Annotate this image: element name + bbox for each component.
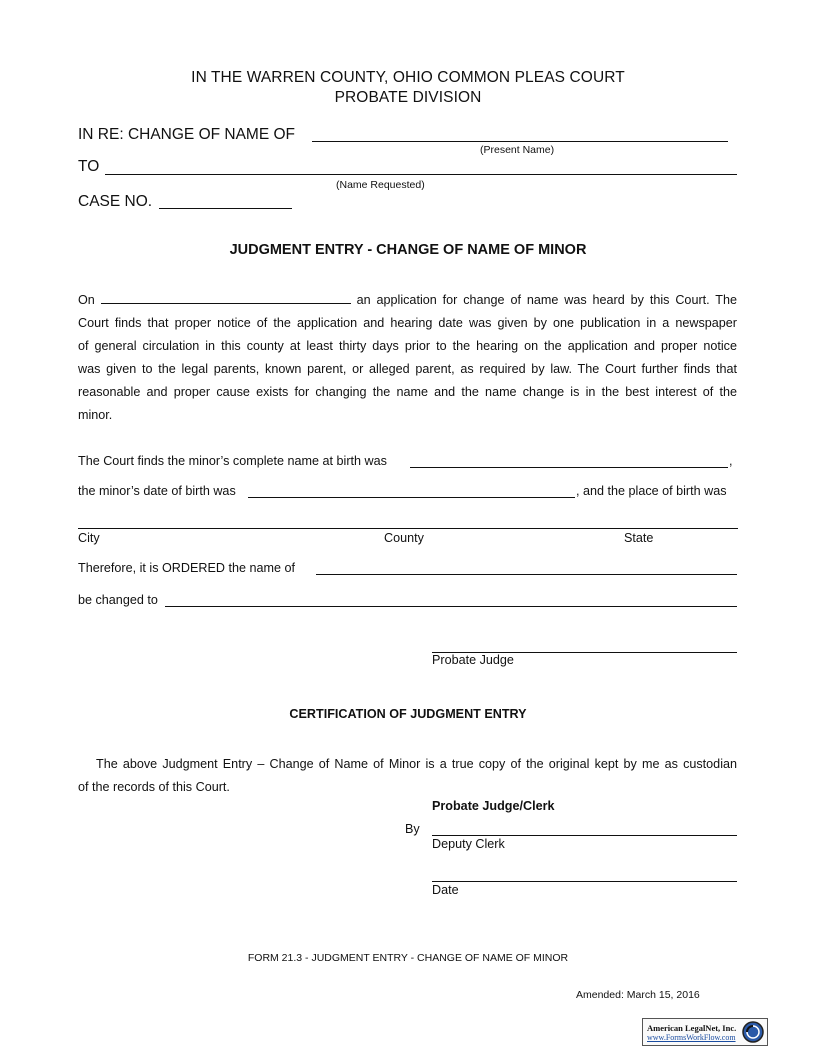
name-at-birth-label: The Court finds the minor’s complete name at birth was [78,454,387,468]
county-label: County [384,531,424,545]
dob-label: the minor’s date of birth was [78,484,236,498]
certification-paragraph [78,753,737,799]
in-re-label: IN RE: CHANGE OF NAME OF [78,126,296,143]
date-label: Date [432,883,459,897]
to-label: TO [78,158,100,175]
changed-to-label: be changed to [78,593,158,607]
form-id: FORM 21.3 - JUDGMENT ENTRY - CHANGE OF NAME OF MINOR [247,952,569,964]
dob-field[interactable] [248,497,575,498]
deputy-clerk-label: Deputy Clerk [432,837,505,851]
probate-judge-label: Probate Judge [432,653,514,667]
clerk-title: Probate Judge/Clerk [432,799,555,813]
hearing-paragraph [78,289,737,427]
paragraph-line-6: minor. [78,408,113,422]
american-legalnet-logo[interactable] [642,1018,768,1046]
case-no-field[interactable] [159,208,292,209]
present-name-hint: (Present Name) [480,144,555,156]
date-field[interactable] [432,881,737,882]
certification-heading: CERTIFICATION OF JUDGMENT ENTRY [289,707,527,721]
ordered-name-field[interactable] [316,574,737,575]
changed-to-field[interactable] [165,606,737,607]
court-name: IN THE WARREN COUNTY, OHIO COMMON PLEAS COURT [191,69,625,86]
document-title: JUDGMENT ENTRY - CHANGE OF NAME OF MINOR [229,242,587,258]
place-of-birth-field[interactable] [78,528,738,529]
case-no-label: CASE NO. [78,193,153,210]
city-label: City [78,531,100,545]
name-requested-hint: (Name Requested) [336,179,425,191]
paragraph-line-4: was given to the legal parents, known parent, or alleged parent, as required by law. The Court further finds that [78,362,737,376]
certification-line-2: of the records of this Court. [78,780,230,794]
paragraph-line-2: Court finds that proper notice of the application and hearing date was given by one publication in a newspaper [78,316,737,330]
paragraph-line-1: On an application for change of name was heard by this Court. The [78,293,738,307]
globe-icon [741,1020,765,1044]
paragraph-line-3: of general circulation in this county at least thirty days prior to the hearing on the application and proper notice [78,339,737,353]
deputy-signature-field[interactable] [432,835,737,836]
logo-company-name: American LegalNet, Inc. [647,1023,737,1033]
by-label: By [405,822,420,836]
certification-line-1: The above Judgment Entry – Change of Name of Minor is a true copy of the original kept by me as custodian [96,757,737,771]
name-at-birth-field[interactable] [410,467,728,468]
ordered-label: Therefore, it is ORDERED the name of [78,561,295,575]
paragraph-line-5: reasonable and proper cause exists for changing the name and the name change is in the best interest of the [78,385,737,399]
name-at-birth-comma: , [729,454,733,468]
logo-url: www.FormsWorkFlow.com [647,1033,736,1042]
present-name-field[interactable] [312,141,728,142]
name-requested-field[interactable] [105,174,737,175]
hearing-date-field[interactable] [101,291,351,304]
place-of-birth-label: , and the place of birth was [576,484,727,498]
amended-date: Amended: March 15, 2016 [576,989,700,1001]
state-label: State [624,531,654,545]
court-division: PROBATE DIVISION [334,89,482,106]
